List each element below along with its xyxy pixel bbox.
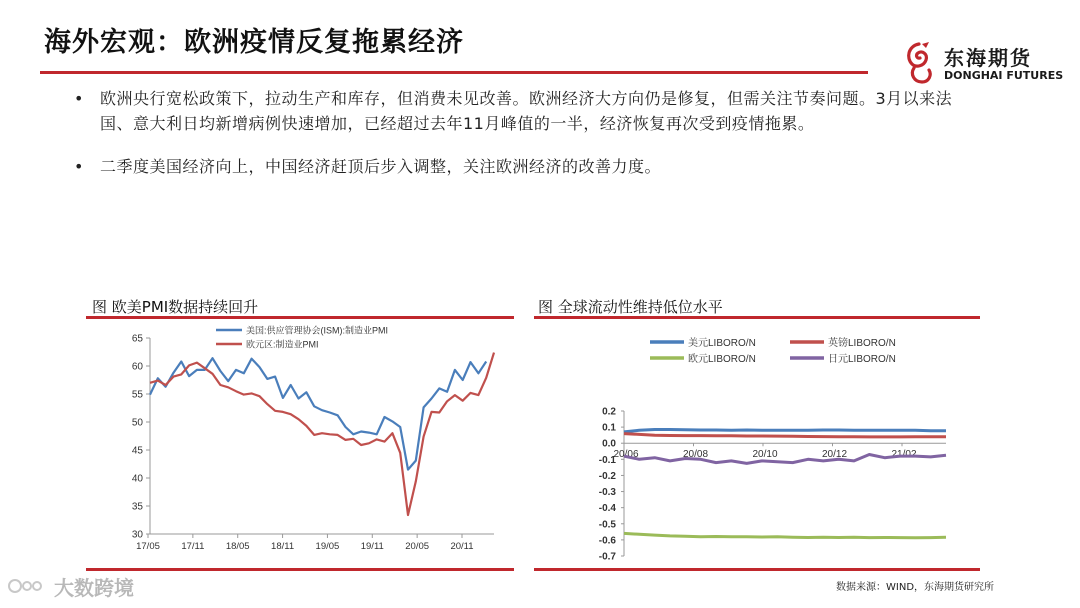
libor-series-line — [624, 430, 946, 432]
bullet-item — [74, 154, 974, 179]
x-tick-label: 19/05 — [315, 541, 340, 552]
bullet-marker: • — [74, 157, 84, 176]
company-logo — [898, 40, 1064, 90]
pmi-series-line — [150, 358, 486, 469]
x-tick-label: 20/08 — [682, 449, 709, 461]
x-tick-label: 18/05 — [225, 541, 250, 552]
x-tick-label: 20/05 — [405, 541, 430, 552]
watermark-text: 大数跨境 — [54, 576, 134, 600]
x-tick-label: 20/10 — [752, 449, 778, 461]
logo-english-name: DONGHAI FUTURES — [944, 69, 1064, 82]
y-tick-label: 45 — [131, 445, 143, 457]
pmi-line-chart — [86, 318, 516, 566]
legend-label: 欧元LIBORO/N — [688, 354, 756, 365]
data-source-note: 数据来源：WIND，东海期货研究所 — [836, 582, 995, 593]
y-tick-label: 65 — [131, 333, 143, 345]
y-tick-label: -0.1 — [598, 454, 616, 466]
y-tick-label: 0.1 — [602, 422, 616, 434]
libor-series-line — [624, 533, 946, 537]
y-tick-label: 55 — [131, 389, 143, 401]
logo-chinese-name: 东海期货 — [944, 46, 1032, 70]
x-tick-label: 17/11 — [181, 541, 205, 552]
bullet-list — [74, 86, 974, 197]
x-tick-label: 20/11 — [450, 541, 474, 552]
x-tick-label: 21/02 — [891, 449, 917, 461]
y-tick-label: 50 — [131, 417, 143, 429]
bullet-marker: • — [74, 89, 84, 108]
y-tick-label: 35 — [131, 501, 143, 513]
x-tick-label: 17/05 — [136, 541, 160, 552]
y-tick-label: -0.3 — [598, 487, 616, 499]
slide-title: 海外宏观：欧洲疫情反复拖累经济 — [44, 27, 464, 58]
x-tick-label: 18/11 — [271, 541, 295, 552]
legend-label: 欧元区:制造业PMI — [246, 339, 319, 350]
libor-series-line — [624, 434, 946, 437]
y-tick-label: -0.7 — [598, 551, 616, 563]
y-tick-label: 40 — [131, 473, 143, 485]
x-tick-label: 20/12 — [821, 449, 848, 461]
pmi-series-line — [150, 353, 494, 515]
legend-label: 美国:供应管理协会(ISM):制造业PMI — [246, 325, 388, 336]
bullet-item — [74, 86, 974, 136]
y-tick-label: 60 — [131, 361, 143, 373]
y-tick-label: -0.2 — [598, 470, 616, 482]
right-figure-caption: 图 全球流动性维持低位水平 — [538, 298, 723, 316]
legend-label: 英镑LIBORO/N — [828, 338, 896, 349]
right-figure-bottom-rule — [534, 568, 980, 571]
x-tick-label: 19/11 — [360, 541, 384, 552]
legend-label: 美元LIBORO/N — [688, 338, 756, 349]
dragon-logo-icon — [902, 40, 936, 86]
y-tick-label: -0.4 — [598, 503, 616, 515]
y-tick-label: -0.5 — [598, 519, 616, 531]
libor-line-chart — [534, 318, 980, 566]
y-tick-label: 0.2 — [602, 406, 616, 418]
legend-label: 日元LIBORO/N — [828, 354, 896, 365]
left-figure-bottom-rule — [86, 568, 514, 571]
y-tick-label: -0.6 — [598, 535, 616, 547]
bullet-text: 欧洲央行宽松政策下，拉动生产和库存，但消费未见改善。欧洲经济大方向仍是修复，但需关注节奏问题。3月以来法国、意大利日均新增病例快速增加，已经超过去年11月峰值的一半，经济恢复再次受到疫情拖累。 — [100, 89, 953, 133]
left-figure-caption: 图 欧美PMI数据持续回升 — [92, 298, 259, 316]
watermark-logo-icon — [6, 574, 50, 598]
title-divider — [40, 71, 868, 74]
bullet-text: 二季度美国经济向上，中国经济赶顶后步入调整，关注欧洲经济的改善力度。 — [100, 157, 662, 176]
y-tick-label: 30 — [131, 529, 143, 541]
x-tick-label: 20/06 — [613, 449, 639, 461]
y-tick-label: 0.0 — [602, 438, 616, 450]
